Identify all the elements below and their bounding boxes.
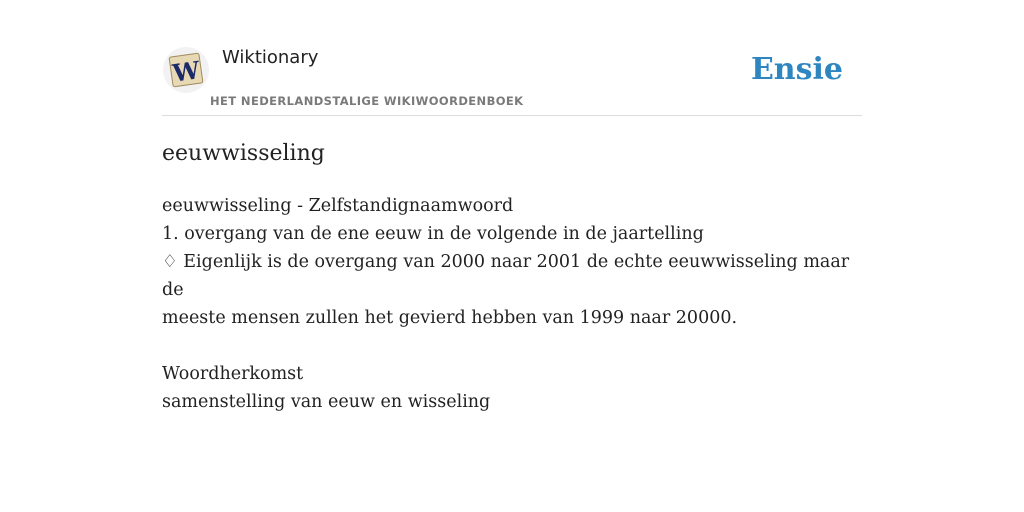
wiktionary-logo-icon[interactable] — [163, 47, 209, 93]
entry-note-line-2: meeste mensen zullen het gevierd hebben van 1999 naar 20000. — [162, 308, 738, 328]
entry-definition: 1. overgang van de ene eeuw in de volgende in de jaartelling — [162, 224, 704, 244]
page-title: eeuwwisseling — [162, 141, 325, 166]
entry-body — [162, 192, 862, 416]
ensie-brand-link[interactable]: Ensie — [750, 52, 843, 87]
entry-note-line-1: ♢ Eigenlijk is de overgang van 2000 naar 2001 de echte eeuwwisseling maar de — [162, 252, 850, 300]
svg-text:W: W — [170, 55, 202, 88]
entry-heading-line: eeuwwisseling - Zelfstandignaamwoord — [162, 196, 514, 216]
etymology-heading: Woordherkomst — [162, 364, 304, 384]
site-tagline: HET NEDERLANDSTALIGE WIKIWOORDENBOEK — [210, 94, 524, 108]
site-name[interactable]: Wiktionary — [222, 47, 319, 68]
header-divider — [162, 115, 862, 116]
etymology-text: samenstelling van eeuw en wisseling — [162, 392, 491, 412]
paragraph-spacer — [162, 332, 862, 360]
